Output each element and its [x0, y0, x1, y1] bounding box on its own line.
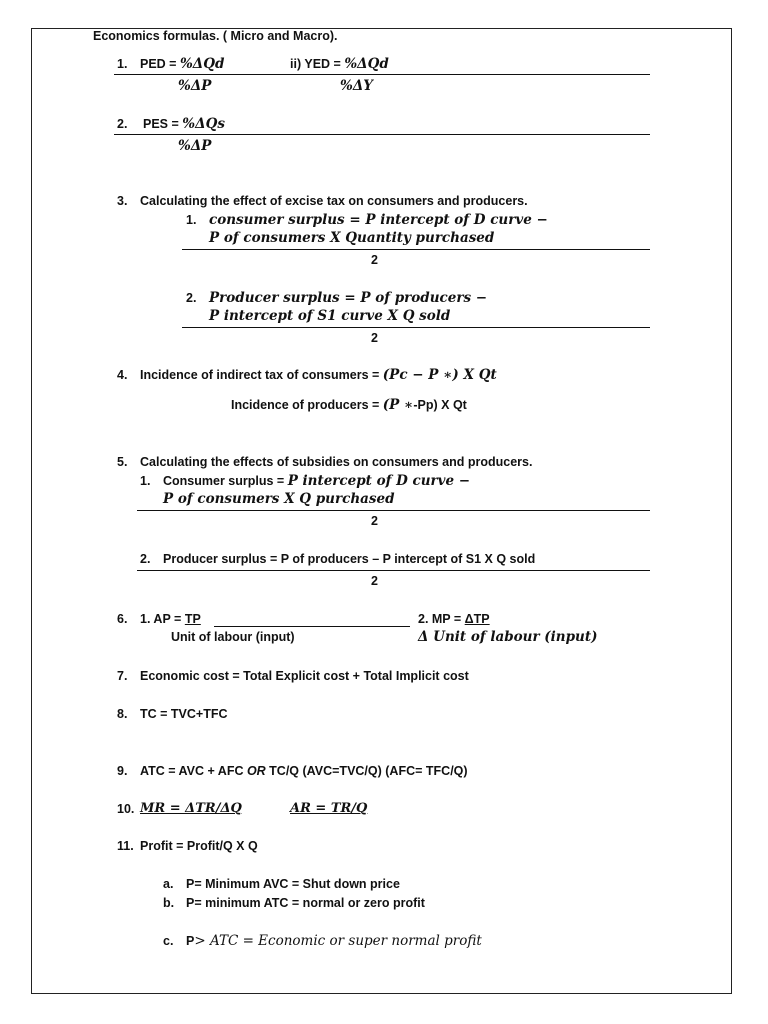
fraction-bar: [114, 74, 650, 75]
subsidy-cs-denominator: 2: [371, 514, 378, 528]
item-number: 3.: [117, 194, 128, 208]
fraction-bar: [182, 327, 650, 328]
ped-label: PED =: [140, 57, 180, 71]
sub-number: 1.: [140, 474, 151, 488]
item-number: 4.: [117, 368, 128, 382]
item-number: 1.: [117, 57, 128, 71]
mp-denominator: Δ Unit of labour (input): [418, 629, 598, 645]
incidence-consumers: [140, 367, 497, 383]
sub-number: 1.: [186, 213, 197, 227]
subsidy-consumer-surplus-line2: P of consumers X Q purchased: [163, 491, 395, 507]
atc-or: OR: [246, 764, 266, 778]
atc-text-a: ATC = AVC + AFC: [140, 764, 247, 778]
subsidy-ps-denominator: 2: [371, 574, 378, 588]
fraction-bar: [182, 249, 650, 250]
mr-formula: MR = ΔTR/ΔQ: [140, 801, 242, 816]
fraction-bar: [137, 510, 650, 511]
subsidy-producer-surplus: Producer surplus = P of producers – P intercept of S1 X Q sold: [163, 552, 536, 566]
ap-formula: [140, 611, 201, 627]
total-cost-formula: TC = TVC+TFC: [140, 707, 228, 721]
incidence-producers-label: Incidence of producers =: [231, 398, 383, 412]
consumer-surplus-denominator: 2: [371, 253, 378, 267]
ped-numerator: %ΔQd: [179, 56, 225, 72]
sub-number: 2.: [186, 291, 197, 305]
mp-label: 2. MP =: [418, 612, 465, 626]
condition-expr: > ATC = Economic or super normal profit: [194, 933, 482, 949]
subsidy-cs-label: Consumer surplus =: [163, 474, 288, 488]
subsidy-cs-expr: P intercept of D curve −: [287, 473, 471, 489]
profit-formula: Profit = Profit/Q X Q: [140, 839, 258, 853]
producer-surplus-denominator: 2: [371, 331, 378, 345]
item-number: 6.: [117, 612, 128, 626]
consumer-surplus-line2: P of consumers X Quantity purchased: [209, 230, 495, 246]
subsidy-consumer-surplus-line1: [163, 473, 470, 489]
page-title: Economics formulas. ( Micro and Macro).: [93, 29, 338, 43]
ped-formula: [140, 56, 224, 72]
list-marker: c.: [163, 934, 174, 948]
consumer-surplus-line1: consumer surplus = P intercept of D curve −: [209, 212, 548, 228]
incidence-producers-expr-a: (P ∗: [382, 397, 414, 413]
list-marker: b.: [163, 896, 175, 910]
yed-label: ii) YED =: [290, 57, 345, 71]
section-heading: Calculating the effects of subsidies on consumers and producers.: [140, 455, 533, 469]
pes-formula: [143, 116, 225, 132]
item-number: 2.: [117, 117, 128, 131]
page-border: [31, 28, 732, 994]
incidence-consumers-label: Incidence of indirect tax of consumers =: [140, 368, 383, 382]
ap-label: 1. AP =: [140, 612, 185, 626]
yed-numerator: %ΔQd: [344, 56, 389, 72]
fraction-bar: [214, 626, 410, 627]
producer-surplus-line1: Producer surplus = P of producers −: [209, 290, 488, 306]
condition-p: P: [186, 934, 195, 948]
mp-numerator: ΔTP: [464, 612, 490, 626]
ap-numerator: TP: [184, 612, 201, 626]
incidence-producers: [231, 397, 467, 413]
shut-down-condition: P= Minimum AVC = Shut down price: [186, 877, 400, 891]
yed-formula: [290, 56, 389, 72]
ap-denominator: Unit of labour (input): [171, 630, 295, 644]
super-normal-profit-condition: [186, 933, 482, 949]
incidence-producers-expr-b: -Pp) X Qt: [413, 398, 467, 412]
economic-cost-formula: Economic cost = Total Explicit cost + Total Implicit cost: [140, 669, 469, 683]
item-number: 10.: [117, 802, 135, 816]
pes-denominator: %ΔP: [178, 138, 212, 154]
item-number: 11.: [117, 839, 134, 853]
fraction-bar: [114, 134, 650, 135]
atc-formula: [140, 763, 468, 779]
item-number: 5.: [117, 455, 128, 469]
item-number: 8.: [117, 707, 128, 721]
producer-surplus-line2: P intercept of S1 curve X Q sold: [209, 308, 451, 324]
normal-profit-condition: P= minimum ATC = normal or zero profit: [186, 896, 425, 910]
section-heading: Calculating the effect of excise tax on consumers and producers.: [140, 194, 528, 208]
sub-number: 2.: [140, 552, 151, 566]
incidence-consumers-expr: (Pc − P ∗) X Qt: [382, 367, 497, 383]
item-number: 7.: [117, 669, 128, 683]
mp-formula: [418, 611, 490, 627]
item-number: 9.: [117, 764, 128, 778]
fraction-bar: [137, 570, 650, 571]
atc-text-b: TC/Q (AVC=TVC/Q) (AFC= TFC/Q): [265, 764, 468, 778]
ped-denominator: %ΔP: [178, 78, 212, 94]
ar-formula: AR = TR/Q: [290, 801, 368, 816]
yed-denominator: %ΔY: [340, 78, 373, 94]
pes-numerator: %ΔQs: [182, 116, 225, 132]
list-marker: a.: [163, 877, 174, 891]
pes-label: PES =: [143, 117, 183, 131]
